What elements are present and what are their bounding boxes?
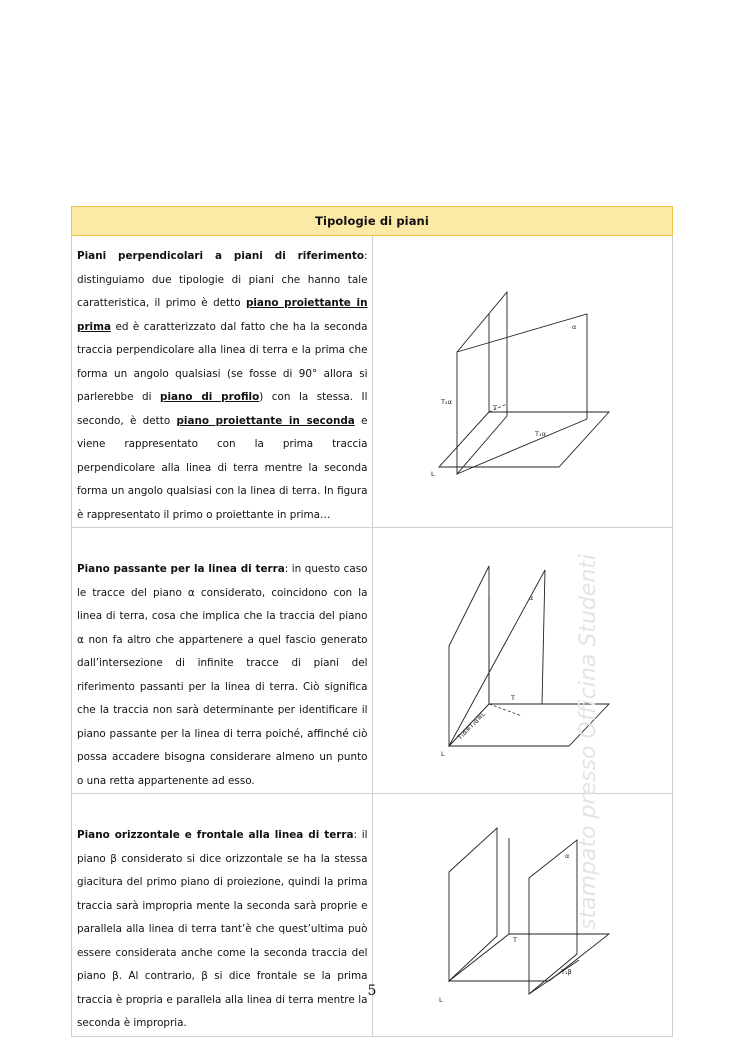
figure-cell <box>372 794 673 1037</box>
text-cell <box>72 794 373 1037</box>
fig3-label-alpha: α <box>565 852 570 861</box>
page-number: 5 <box>367 983 377 999</box>
text-segment: : in questo caso le tracce del piano α considerato, coincidono con la linea di terra, cosa che implica che la traccia del piano α non fa altro che appartenere a quel fascio generato dall’intersezione di infinite tracce di piani del riferimento passanti per la linea di terra. Ciò significa che la traccia non sarà determinante per identificare il piano passante per la linea di terra poiché, affinché ciò possa accadere bisogna considerare almeno un punto o una retta appartenente ad esso. <box>77 563 368 787</box>
term-underlined: piano di profilo <box>160 391 260 403</box>
table-header: Tipologie di piani <box>72 207 673 236</box>
term-bold: Piano passante per la linea di terra <box>77 563 285 575</box>
fig2-label-trace: T₁α≡T₂α≡L <box>456 709 488 741</box>
fig1-label-l: L <box>431 469 435 478</box>
fig1-label-alpha: α <box>572 322 577 331</box>
paragraph-perpendicular-planes <box>72 236 372 527</box>
term-bold: Piano orizzontale e frontale alla linea di terra <box>77 829 354 841</box>
text-segment: : il piano β considerato si dice orizzontale se ha la stessa giacitura del primo piano di proiezione, quindi la prima traccia sarà impropria mente la seconda sarà proprie e parallela alla linea di terra tant’è che quest’ultima può essere considerata anche come la seconda traccia del piano β. Al contrario, β si dice frontale se la prima traccia è propria e parallela alla linea di terra mentre la seconda è impropria. <box>77 829 368 1029</box>
fig1-label-t1: T₁α <box>535 429 547 438</box>
text-segment: e viene rappresentato con la prima traccia perpendicolare alla linea di terra mentre la seconda forma un angolo qualsiasi con la linea di terra. In figura è rappresentato il primo o proiettante in prima… <box>77 414 368 521</box>
text-segment: : distinguiamo due tipologie di piani che hanno tale caratteristica, il primo è detto <box>77 250 368 309</box>
text-cell <box>72 236 373 528</box>
table-row <box>72 236 673 528</box>
projecting-plane-figure <box>427 284 617 480</box>
paragraph-horizontal-frontal-plane <box>72 794 372 1036</box>
term-underlined: piano proiettante in prima <box>77 297 368 333</box>
figure-cell <box>372 528 673 794</box>
fig1-label-t2: T₂α <box>441 397 453 406</box>
fig3-label-l: L <box>439 996 443 1005</box>
fig1-label-t: T <box>493 403 498 412</box>
fig2-label-alpha: α <box>529 593 534 602</box>
fig3-label-t1: T₁β <box>561 968 572 977</box>
fig2-label-l: L <box>441 749 445 758</box>
paragraph-plane-through-ground-line <box>72 528 372 793</box>
figure-cell <box>372 236 673 528</box>
term-underlined: piano proiettante in seconda <box>176 414 355 427</box>
fig3-label-t: T <box>513 936 518 945</box>
fig2-label-t: T <box>511 693 516 702</box>
watermark: stampato presso Officina Studenti <box>576 553 601 930</box>
text-segment: ed è caratterizzato dal fatto che ha la seconda traccia perpendicolare alla linea di terra e la prima che forma un angolo qualsiasi (se fosse di 90° allora si parlerebbe di <box>77 320 368 403</box>
text-segment: ) con la stessa. Il secondo, è detto <box>77 391 368 427</box>
term-bold: Piani perpendicolari a piani di riferimento <box>77 250 364 262</box>
text-cell <box>72 528 373 794</box>
